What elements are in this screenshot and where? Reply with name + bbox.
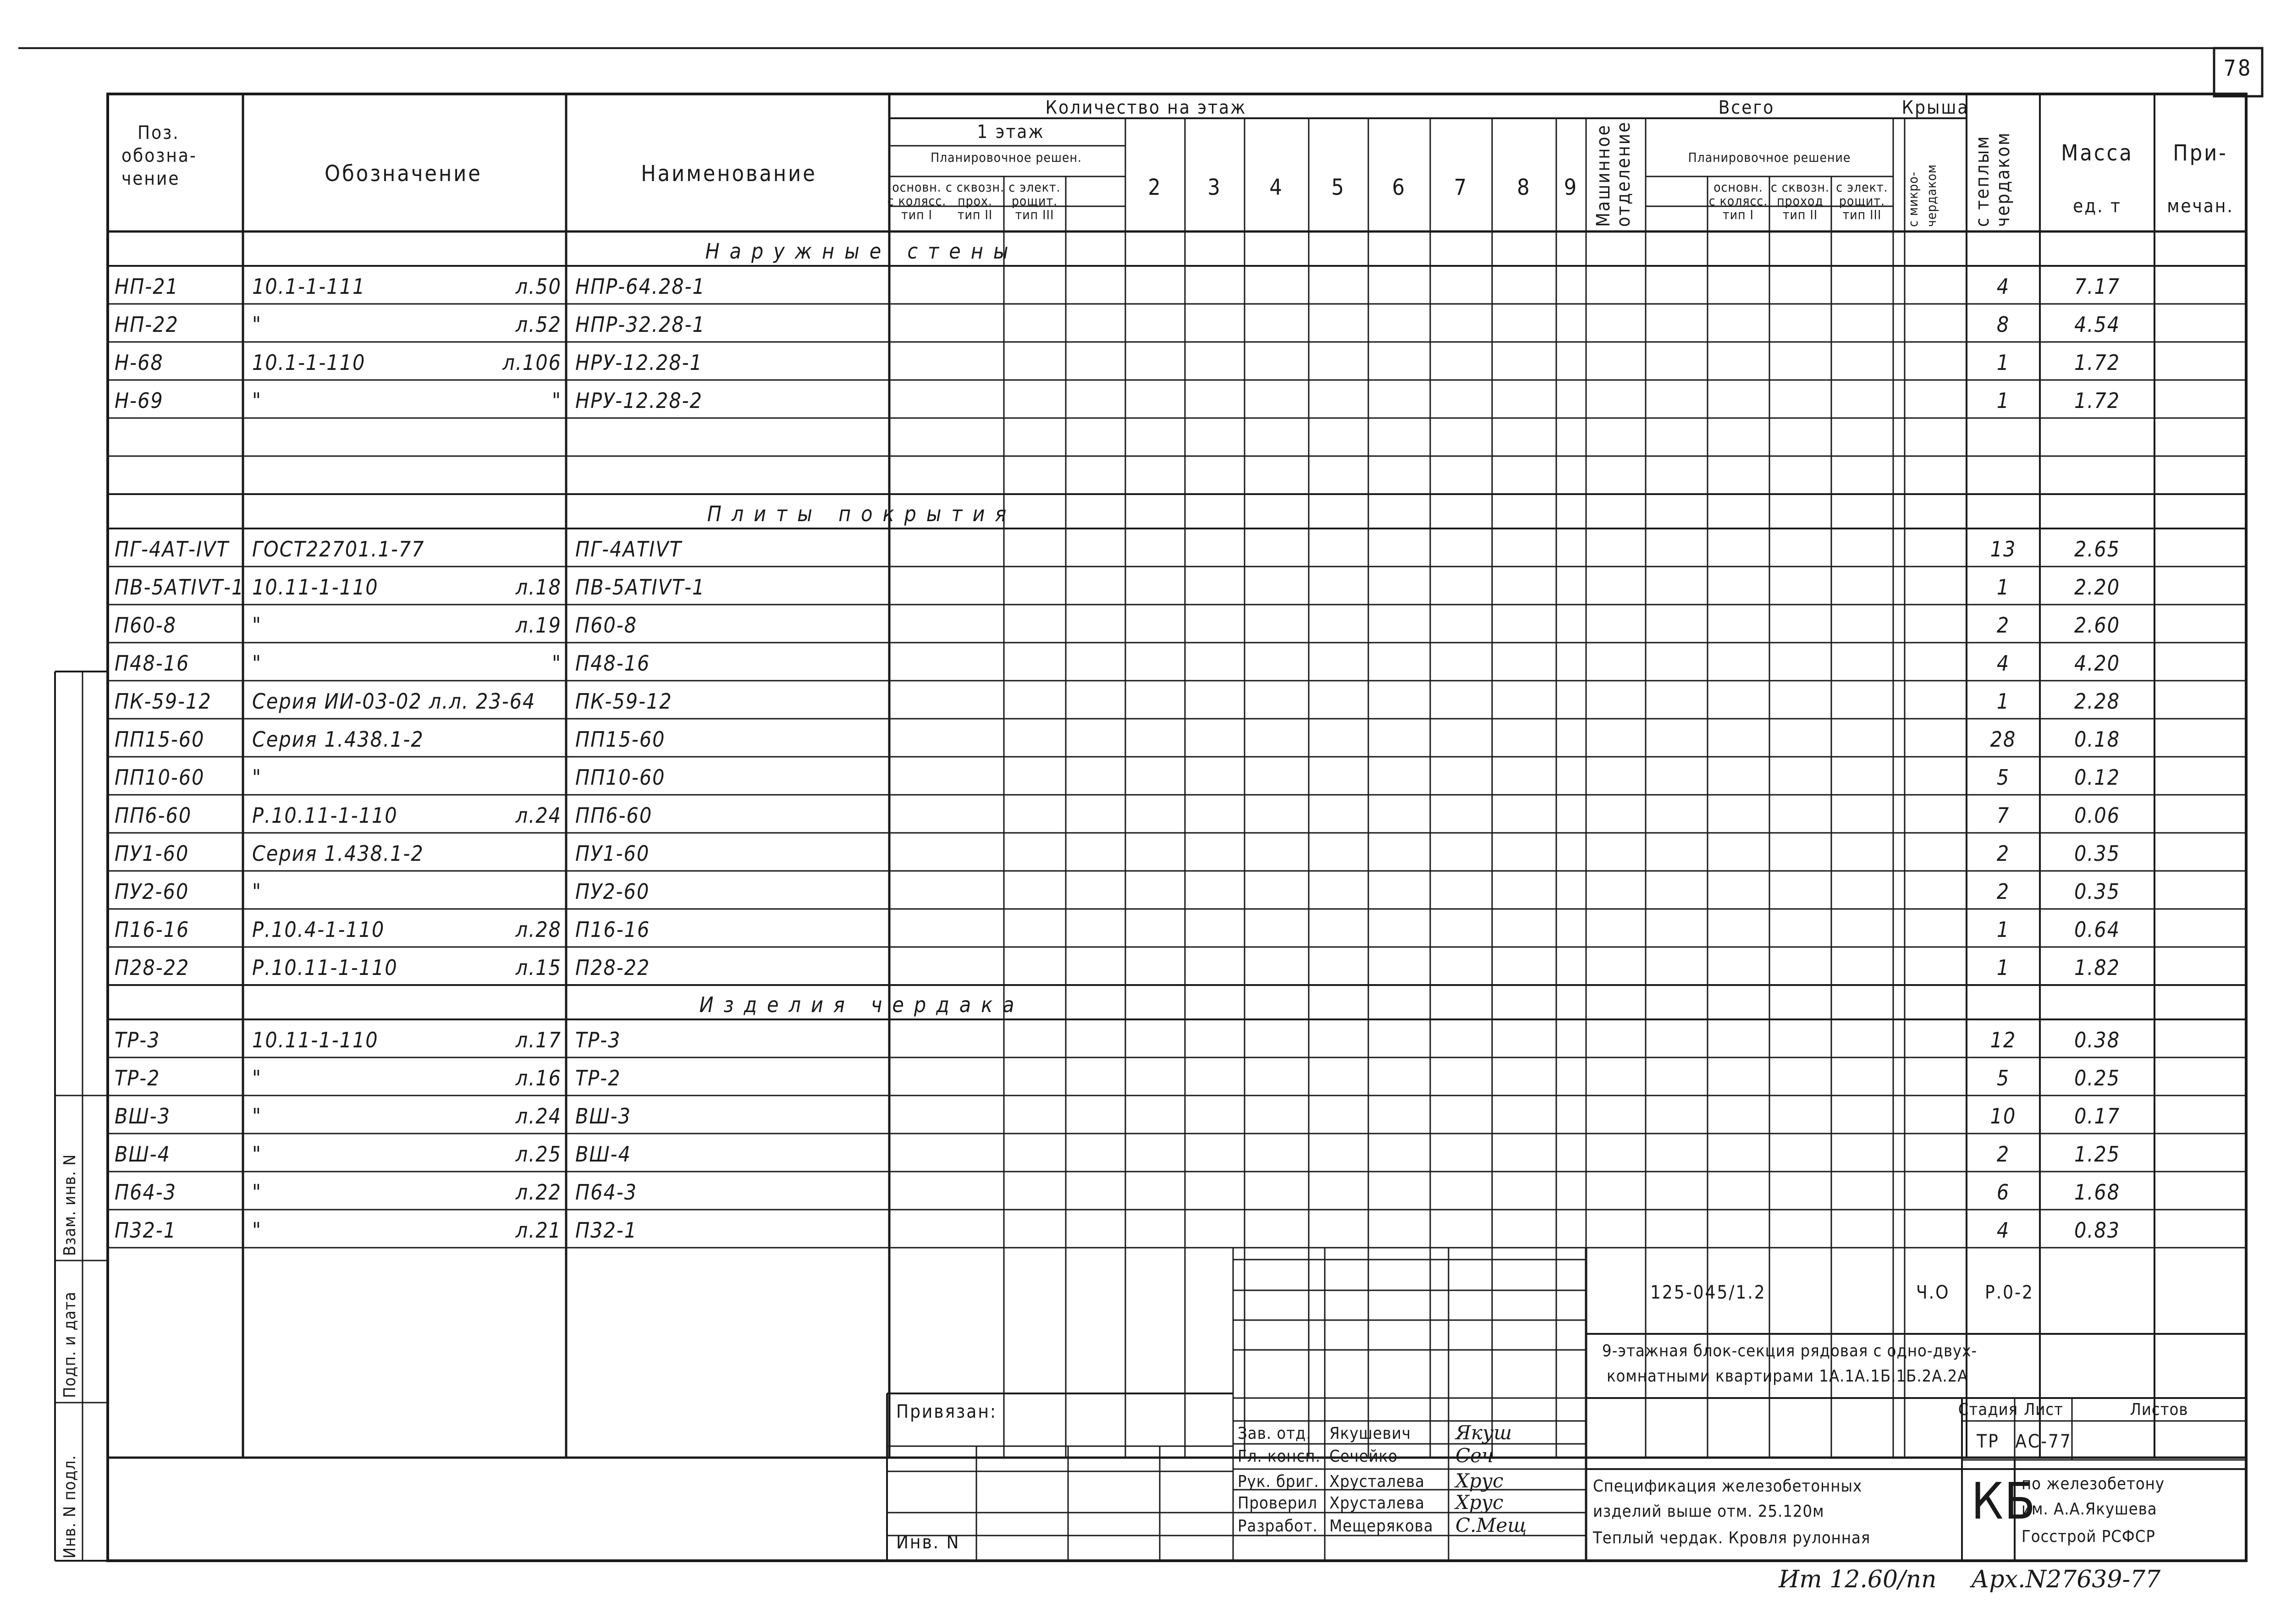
org-name-line-1: по железобетону — [2022, 1475, 2165, 1493]
row-document: " — [252, 1104, 262, 1129]
row-sheet-ref: л.19 — [515, 613, 562, 638]
row-quantity: 6 — [1996, 1180, 2010, 1205]
row-quantity: 2 — [1996, 1142, 2010, 1167]
org-name-line-3: Госстрой РСФСР — [2022, 1527, 2155, 1546]
section-title: Изделия чердака — [699, 992, 1025, 1017]
header-floor1-type: с колясс. — [887, 193, 947, 209]
drawing-part: Ч.О — [1916, 1282, 1950, 1303]
row-mass: 0.12 — [2074, 765, 2121, 790]
header-pos-2: обозна- — [121, 145, 197, 166]
org-name-line-2: им. А.А.Якушева — [2022, 1500, 2157, 1519]
row-document: " — [252, 651, 262, 676]
row-mass: 0.17 — [2074, 1104, 2121, 1129]
header-roof-warm: с теплым — [1972, 135, 1993, 227]
header-note-2: мечан. — [2167, 196, 2234, 217]
header-total-type: тип II — [1782, 207, 1818, 222]
staff-role: Рук. бриг. — [1238, 1472, 1319, 1491]
header-total-type: тип I — [1723, 207, 1754, 222]
row-quantity: 8 — [1996, 312, 2010, 337]
row-mass: 7.17 — [2074, 274, 2121, 299]
row-sheet-ref: л.15 — [515, 955, 562, 980]
row-name: ПП15-60 — [575, 727, 666, 752]
row-sheet-ref: л.22 — [515, 1180, 562, 1205]
row-position: ПУ1-60 — [115, 841, 189, 866]
project-title-line-1: 9-этажная блок-секция рядовая с одно-двух- — [1602, 1342, 1978, 1360]
header-floor-number: 4 — [1269, 175, 1284, 200]
row-position: П48-16 — [115, 651, 190, 676]
row-document: " — [252, 879, 262, 904]
row-name: П48-16 — [575, 651, 650, 676]
header-floor1-type: основн. — [892, 180, 942, 195]
header-roof: Крыша — [1901, 97, 1969, 118]
row-position: ПВ-5АТIVТ-1 — [115, 575, 245, 600]
row-name: ТР-3 — [575, 1028, 621, 1052]
header-floor1-type: с сквозн. — [945, 180, 1005, 195]
row-name: ПК-59-12 — [575, 689, 672, 714]
row-mass: 0.35 — [2074, 841, 2121, 866]
staff-signature: Якуш — [1455, 1421, 1512, 1444]
row-name: ВШ-4 — [575, 1142, 631, 1167]
staff-signature: Хрус — [1455, 1491, 1504, 1514]
side-stamp-replacement-inv: Взам. инв. N — [61, 1154, 79, 1256]
row-document: Серия 1.438.1-2 — [252, 841, 424, 866]
row-mass: 0.83 — [2074, 1218, 2121, 1243]
row-mass: 1.68 — [2074, 1180, 2121, 1205]
attached-label: Привязан: — [896, 1401, 997, 1422]
row-document: 10.11-1-110 — [252, 575, 379, 600]
header-floor-number: 9 — [1564, 175, 1579, 200]
drawing-sheet-code: Р.0-2 — [1985, 1282, 2034, 1303]
header-total-type: рощит. — [1839, 193, 1885, 209]
header-floor1-type: с элект. — [1008, 180, 1061, 195]
row-sheet-ref: л.17 — [515, 1028, 562, 1052]
staff-role: Проверил — [1238, 1494, 1318, 1513]
header-total-type: с колясс. — [1708, 193, 1768, 209]
row-sheet-ref: л.106 — [502, 350, 562, 375]
header-mass-unit: ед. т — [2073, 196, 2121, 217]
header-roof-micro: с микро- — [1906, 171, 1921, 227]
sheet-number: 78 — [2223, 55, 2253, 81]
row-sheet-ref: л.52 — [515, 312, 562, 337]
header-pos-1: Поз. — [138, 122, 180, 143]
header-planning-solution: Планировочное решен. — [931, 150, 1082, 165]
row-quantity: 5 — [1996, 1066, 2010, 1090]
row-mass: 1.25 — [2074, 1142, 2121, 1167]
row-name: НПР-32.28-1 — [575, 312, 705, 337]
header-quantity-per-floor: Количество на этаж — [1045, 97, 1247, 118]
staff-name: Хрусталева — [1329, 1472, 1425, 1491]
section-title: Наружные стены — [705, 239, 1019, 264]
row-position: Н-68 — [115, 350, 164, 375]
row-name: ПП10-60 — [575, 765, 666, 790]
staff-signature: Хрус — [1455, 1470, 1504, 1492]
row-name: П60-8 — [575, 613, 638, 638]
header-machine-room: Машинное — [1593, 124, 1614, 227]
row-position: ПП15-60 — [115, 727, 205, 752]
header-total-type: с элект. — [1836, 180, 1888, 195]
row-position: ВШ-4 — [115, 1142, 171, 1167]
header-floor1-type: тип I — [901, 207, 932, 222]
org-mark: КБ — [1971, 1472, 2037, 1530]
row-quantity: 1 — [1996, 350, 2010, 375]
staff-name: Якушевич — [1329, 1424, 1411, 1443]
archive-note-left: Ит 12.60/пп — [1779, 1566, 1937, 1593]
sheets-label: Листов — [2130, 1400, 2188, 1419]
row-document: " — [252, 1218, 262, 1243]
header-total-type: с сквозн. — [1770, 180, 1830, 195]
row-quantity: 4 — [1996, 1218, 2010, 1243]
row-document: " — [252, 1180, 262, 1205]
row-document: Серия 1.438.1-2 — [252, 727, 424, 752]
row-name: П16-16 — [575, 917, 650, 942]
staff-name: Хрусталева — [1329, 1494, 1425, 1513]
row-quantity: 12 — [1990, 1028, 2017, 1052]
row-quantity: 1 — [1996, 955, 2010, 980]
row-sheet-ref: л.24 — [515, 803, 562, 828]
row-name: ВШ-3 — [575, 1104, 631, 1129]
row-name: ПГ-4АТIVТ — [575, 537, 682, 562]
row-quantity: 7 — [1996, 803, 2010, 828]
row-mass: 2.60 — [2074, 613, 2121, 638]
table-frame — [108, 94, 2246, 1561]
row-document: Серия ИИ-03-02 л.л. 23-64 — [252, 689, 536, 714]
row-quantity: 10 — [1990, 1104, 2017, 1129]
row-position: П16-16 — [115, 917, 190, 942]
row-position: ТР-2 — [115, 1066, 160, 1090]
row-quantity: 5 — [1996, 765, 2010, 790]
row-position: П64-3 — [115, 1180, 177, 1205]
row-mass: 0.38 — [2074, 1028, 2121, 1052]
stage-value: ТР — [1977, 1431, 2000, 1452]
row-mass: 2.28 — [2074, 689, 2121, 714]
row-position: ПГ-4АТ-IVТ — [115, 537, 229, 562]
row-sheet-ref: " — [551, 388, 562, 413]
row-document: Р.10.4-1-110 — [252, 917, 385, 942]
row-position: Н-69 — [115, 388, 164, 413]
row-name: ПП6-60 — [575, 803, 653, 828]
row-document: 10.1-1-110 — [252, 350, 366, 375]
header-pos-3: чение — [121, 168, 180, 189]
drawing-code: 125-045/1.2 — [1650, 1282, 1766, 1303]
row-quantity: 1 — [1996, 917, 2010, 942]
inventory-label: Инв. N — [896, 1532, 960, 1553]
project-title-line-2: комнатными квартирами 1А.1А.1Б.1Б.2А.2А — [1607, 1367, 1968, 1386]
row-quantity: 4 — [1996, 274, 2010, 299]
header-note: При- — [2173, 140, 2228, 166]
row-mass: 1.72 — [2074, 388, 2121, 413]
row-quantity: 2 — [1996, 879, 2010, 904]
side-stamp-original-inv: Инв. N подл. — [61, 1455, 79, 1558]
row-position: П32-1 — [115, 1218, 177, 1243]
row-document: 10.1-1-111 — [252, 274, 366, 299]
row-sheet-ref: л.18 — [515, 575, 562, 600]
row-quantity: 28 — [1990, 727, 2017, 752]
staff-signature: Сеч — [1455, 1444, 1494, 1467]
row-document: " — [252, 613, 262, 638]
staff-role: Разработ. — [1238, 1517, 1318, 1536]
row-sheet-ref: л.28 — [515, 917, 562, 942]
row-sheet-ref: л.21 — [515, 1218, 562, 1243]
header-floor1-type: тип III — [1015, 207, 1054, 222]
row-name: ПВ-5АТIVТ-1 — [575, 575, 705, 600]
header-floor-number: 5 — [1331, 175, 1346, 200]
staff-name: Сечейко — [1329, 1447, 1398, 1466]
row-quantity: 13 — [1990, 537, 2017, 562]
row-mass: 1.82 — [2074, 955, 2121, 980]
archive-note-right: Арх.N27639-77 — [1971, 1566, 2161, 1593]
row-document: Р.10.11-1-110 — [252, 955, 398, 980]
section-title: Плиты покрытия — [707, 501, 1017, 526]
row-name: ТР-2 — [575, 1066, 621, 1090]
header-floor-number: 7 — [1454, 175, 1469, 200]
header-floor1-type: рощит. — [1011, 193, 1058, 209]
row-mass: 0.64 — [2074, 917, 2121, 942]
row-quantity: 2 — [1996, 841, 2010, 866]
row-sheet-ref: л.16 — [515, 1066, 562, 1090]
row-sheet-ref: л.24 — [515, 1104, 562, 1129]
row-name: НРУ-12.28-1 — [575, 350, 703, 375]
row-mass: 4.20 — [2074, 651, 2121, 676]
row-mass: 0.25 — [2074, 1066, 2121, 1090]
row-document: 10.11-1-110 — [252, 1028, 379, 1052]
header-roof-micro-2: чердаком — [1924, 164, 1939, 227]
drawing-title-line-3: Теплый чердак. Кровля рулонная — [1593, 1529, 1871, 1547]
header-total-type: проход — [1777, 193, 1824, 209]
header-total: Всего — [1718, 97, 1775, 118]
row-mass: 1.72 — [2074, 350, 2121, 375]
side-stamp-signature-date: Подп. и дата — [61, 1291, 79, 1398]
stage-label: Стадия — [1958, 1400, 2018, 1419]
header-total-type: тип III — [1842, 207, 1882, 222]
header-floor-number: 8 — [1517, 175, 1532, 200]
row-quantity: 1 — [1996, 388, 2010, 413]
staff-role: Гл. консп. — [1238, 1447, 1321, 1466]
header-roof-warm-2: чердаком — [1993, 131, 2014, 227]
staff-signature: С.Мещ — [1455, 1514, 1527, 1536]
drawing-title-line-2: изделий выше отм. 25.120м — [1593, 1502, 1824, 1521]
row-quantity: 1 — [1996, 575, 2010, 600]
sheet-value: АС-77 — [2015, 1431, 2072, 1452]
row-name: НРУ-12.28-2 — [575, 388, 703, 413]
row-mass: 2.20 — [2074, 575, 2121, 600]
header-total-planning: Планировочное решение — [1688, 150, 1851, 165]
header-designation: Обозначение — [325, 161, 482, 187]
row-sheet-ref: л.25 — [515, 1142, 562, 1167]
row-mass: 0.06 — [2074, 803, 2121, 828]
header-floor-1: 1 этаж — [977, 121, 1045, 143]
row-position: П28-22 — [115, 955, 190, 980]
row-name: ПУ2-60 — [575, 879, 650, 904]
header-floor-number: 2 — [1148, 175, 1163, 200]
row-document: " — [252, 312, 262, 337]
header-machine-room-2: отделение — [1613, 121, 1634, 227]
row-name: НПР-64.28-1 — [575, 274, 705, 299]
row-position: ПП10-60 — [115, 765, 205, 790]
row-sheet-ref: л.50 — [515, 274, 562, 299]
row-quantity: 1 — [1996, 689, 2010, 714]
row-position: ВШ-3 — [115, 1104, 171, 1129]
row-document: " — [252, 388, 262, 413]
row-mass: 0.18 — [2074, 727, 2121, 752]
header-name: Наименование — [641, 161, 817, 187]
row-position: П60-8 — [115, 613, 177, 638]
row-position: ТР-3 — [115, 1028, 160, 1052]
row-position: ПК-59-12 — [115, 689, 212, 714]
row-sheet-ref: " — [551, 651, 562, 676]
header-floor1-type: тип II — [957, 207, 993, 222]
header-floor-number: 3 — [1207, 175, 1222, 200]
row-quantity: 4 — [1996, 651, 2010, 676]
row-name: П64-3 — [575, 1180, 638, 1205]
row-document: " — [252, 1142, 262, 1167]
row-name: П28-22 — [575, 955, 650, 980]
row-position: ПП6-60 — [115, 803, 192, 828]
drawing-title-line-1: Спецификация железобетонных — [1593, 1477, 1862, 1496]
row-position: НП-22 — [115, 312, 179, 337]
row-document: " — [252, 765, 262, 790]
row-document: Р.10.11-1-110 — [252, 803, 398, 828]
row-document: " — [252, 1066, 262, 1090]
row-document: ГОСТ22701.1-77 — [252, 537, 425, 562]
header-mass: Масса — [2061, 140, 2133, 166]
row-mass: 4.54 — [2074, 312, 2121, 337]
staff-name: Мещерякова — [1329, 1517, 1433, 1536]
row-name: П32-1 — [575, 1218, 638, 1243]
row-mass: 2.65 — [2074, 537, 2121, 562]
row-position: ПУ2-60 — [115, 879, 189, 904]
row-mass: 0.35 — [2074, 879, 2121, 904]
sheet-label: Лист — [2023, 1400, 2064, 1419]
row-quantity: 2 — [1996, 613, 2010, 638]
header-total-type: основн. — [1713, 180, 1763, 195]
row-name: ПУ1-60 — [575, 841, 650, 866]
header-floor1-type: прох. — [958, 193, 992, 209]
staff-role: Зав. отд. — [1238, 1424, 1311, 1443]
row-position: НП-21 — [115, 274, 179, 299]
header-floor-number: 6 — [1392, 175, 1407, 200]
